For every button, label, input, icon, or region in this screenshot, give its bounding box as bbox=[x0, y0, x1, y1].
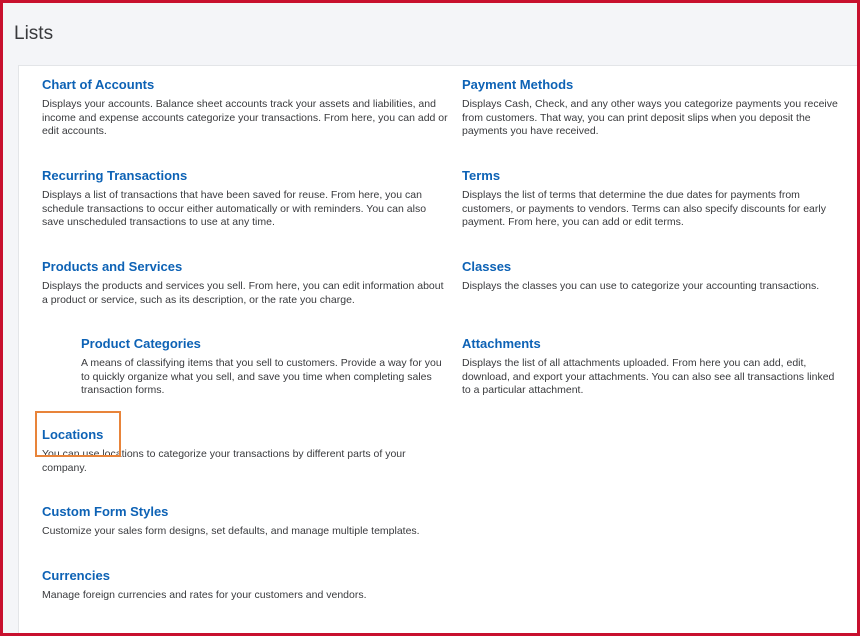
page-title: Lists bbox=[14, 23, 54, 44]
list-item-products-and-services bbox=[42, 259, 448, 307]
custom-form-styles-link[interactable]: Custom Form Styles bbox=[42, 504, 169, 519]
payment-methods-description: Displays Cash, Check, and any other ways you categorize payments you receive from customers. That way, you can print deposit slips when you deposit the payments you have received. bbox=[462, 98, 838, 137]
product-categories-description: A means of classifying items that you sell to customers. Provide a way for you to quickly organize what you sell, and save you time when completing sales transaction forms. bbox=[81, 357, 442, 396]
custom-form-styles-description: Customize your sales form designs, set defaults, and manage multiple templates. bbox=[42, 525, 420, 537]
classes-description: Displays the classes you can use to categorize your accounting transactions. bbox=[462, 280, 820, 292]
chart-of-accounts-link[interactable]: Chart of Accounts bbox=[42, 77, 155, 92]
list-item-recurring-transactions bbox=[42, 168, 448, 230]
list-item-currencies bbox=[42, 568, 462, 603]
product-categories-link[interactable]: Product Categories bbox=[81, 336, 201, 351]
attachments-link[interactable]: Attachments bbox=[462, 336, 541, 351]
list-item-locations bbox=[42, 427, 442, 475]
terms-description: Displays the list of terms that determine the due dates for payments from customers, or payments to vendors. Terms can also specify discounts for early payment. From here, you can add or edit terms. bbox=[462, 189, 826, 228]
attachments-description: Displays the list of all attachments uploaded. From here you can add, edit, download, and export your attachments. You can also see all transactions linked to a particular attachment. bbox=[462, 357, 835, 396]
list-item-attachments bbox=[462, 336, 840, 398]
classes-link[interactable]: Classes bbox=[462, 259, 512, 274]
recurring-transactions-link[interactable]: Recurring Transactions bbox=[42, 168, 188, 183]
locations-description: You can use locations to categorize your transactions by different parts of your company. bbox=[42, 448, 406, 474]
list-item-chart-of-accounts bbox=[42, 77, 448, 139]
currencies-link[interactable]: Currencies bbox=[42, 568, 110, 583]
list-item-custom-form-styles bbox=[42, 504, 462, 539]
list-item-terms bbox=[462, 168, 840, 230]
list-item-payment-methods bbox=[462, 77, 840, 139]
payment-methods-link[interactable]: Payment Methods bbox=[462, 77, 574, 92]
products-and-services-link[interactable]: Products and Services bbox=[42, 259, 183, 274]
recurring-transactions-description: Displays a list of transactions that have been saved for reuse. From here, you can schedule transactions to occur either automatically or with reminders. You can also save unscheduled transactions to use at any time. bbox=[42, 189, 427, 228]
chart-of-accounts-description: Displays your accounts. Balance sheet accounts track your assets and liabilities, and income and expense accounts categorize your transactions. From here, you can add or edit accounts. bbox=[42, 98, 448, 137]
list-item-classes bbox=[462, 259, 822, 294]
currencies-description: Manage foreign currencies and rates for your customers and vendors. bbox=[42, 589, 367, 601]
list-item-product-categories bbox=[81, 336, 449, 398]
products-and-services-description: Displays the products and services you sell. From here, you can edit information about a product or service, such as its description, or the rate you charge. bbox=[42, 280, 444, 306]
terms-link[interactable]: Terms bbox=[462, 168, 501, 183]
locations-link[interactable]: Locations bbox=[42, 427, 104, 442]
